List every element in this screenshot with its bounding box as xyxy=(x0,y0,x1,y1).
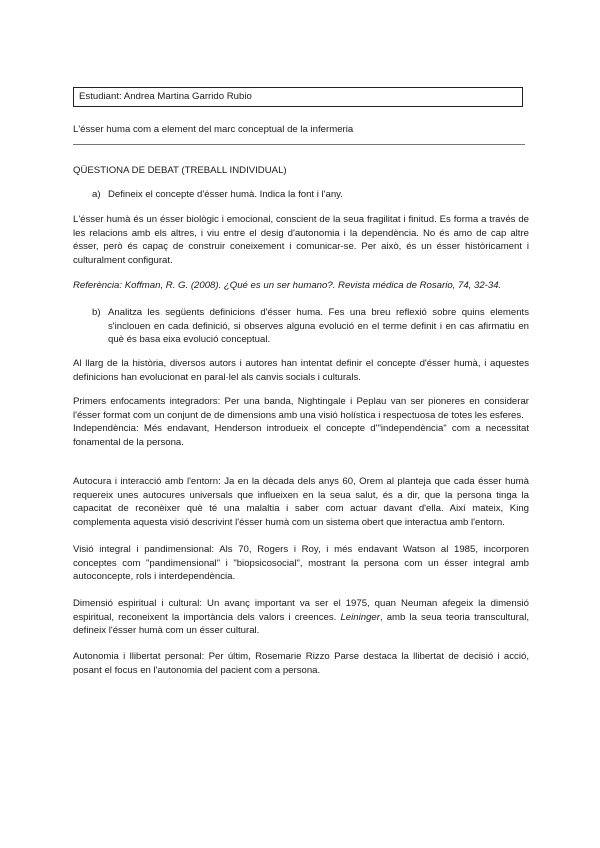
autonomia-paragraph xyxy=(73,650,529,677)
dimensio-text-part2: , amb la seua teoria transcultural, defineix l'ésser humà com un ésser cultural. xyxy=(73,611,529,636)
answer-a-text: L'ésser humà és un ésser biològic i emocional, conscient de la seua fragilitat i finitud. Es forma a través de les relacions amb els altres, i viu entre el desig d'autonomia i la dependència. No és amo de cap altre ésser, però és capaç de construir coneixement i comunicar-se. Per això, és un ésser històricament i culturalment configurat. xyxy=(73,214,529,266)
dimensio-espiritual-text xyxy=(73,597,529,638)
question-a xyxy=(92,188,529,202)
intro-text: Al llarg de la història, diversos autors i autores han intentat definir el concepte d'ésser humà, i aquestes definicions han evolucionat en paral·lel als canvis socials i culturals. xyxy=(73,358,529,383)
dimensio-espiritual-paragraph xyxy=(73,597,529,638)
reference-citation: Referència: Koffman, R. G. (2008). ¿Qué es un ser humano?. Revista médica de Rosario, 74, 32-34. xyxy=(73,280,502,291)
primers-enfocaments-text: Primers enfocaments integradors: Per una banda, Nightingale i Peplau van ser pioneres en considerar l'ésser format com un conjunt de de dimensions amb una visió holística i respectuosa de totes les esferes. xyxy=(73,396,529,421)
primers-enfocaments-paragraph xyxy=(73,395,529,449)
autonomia-text: Autonomia i llibertat personal: Per últim, Rosemarie Rizzo Parse destaca la llibertat de decisió i acció, posant el focus en l'autonomia del pacient com a persona. xyxy=(73,651,529,676)
student-name-box xyxy=(73,87,523,107)
dimensio-text-part1: Dimensió espiritual i cultural: Un avanç important va ser el 1975, quan Neuman afegeix la dimensió espiritual, reconeixent la importància dels valors i creences. xyxy=(73,598,529,623)
visio-integral-text: Visió integral i pandimensional: Als 70, Rogers i Roy, i més endavant Watson al 1985, incorporen conceptes com "pandimensional" i "biopsicosocial", mostrant la persona com un ésser integral amb autoconcepte, rols i interdependència. xyxy=(73,544,529,582)
horizontal-divider xyxy=(73,144,525,145)
autocura-text: Autocura i interacció amb l'entorn: Ja en la dècada dels anys 60, Orem al planteja que cada ésser humà requereix unes autocures universals que influeixen en la seua salut, és a dir, que la persona tinga la capacitat de reconèixer què té una malaltia i saber com actuar davant d'ella. Així mateix, King complementa aquesta visió descrivint l'ésser humà com un sistema obert que interactua amb l'entorn. xyxy=(73,476,529,528)
question-b-text: Analitza les següents definicions d'ésser huma. Fes una breu reflexió sobre quins elements s'inclouen en cada definició, si observes alguna evolució en el terme definit i en cas afirmatiu en què és basa eixa evolució conceptual. xyxy=(108,307,529,345)
answer-a-paragraph xyxy=(73,213,529,267)
intro-paragraph xyxy=(73,357,529,384)
independencia-text: Independència: Més endavant, Henderson introdueix el concepte d'"independència" com a necessitat fonamental de la persona. xyxy=(73,423,529,448)
autocura-paragraph xyxy=(73,475,529,529)
visio-integral-paragraph xyxy=(73,543,529,584)
question-b xyxy=(92,306,529,347)
leininger-name: Leininger xyxy=(340,611,380,623)
question-b-marker: b) xyxy=(92,307,101,318)
section-title: QÜESTIONA DE DEBAT (TREBALL INDIVIDUAL) xyxy=(73,165,287,176)
document-subtitle: L'ésser huma com a element del marc conceptual de la infermeria xyxy=(73,124,354,135)
student-name: Estudiant: Andrea Martina Garrido Rubio xyxy=(79,91,252,102)
question-a-marker: a) xyxy=(92,189,101,200)
question-a-text: Defineix el concepte d'ésser humà. Indica la font i l'any. xyxy=(108,189,343,200)
